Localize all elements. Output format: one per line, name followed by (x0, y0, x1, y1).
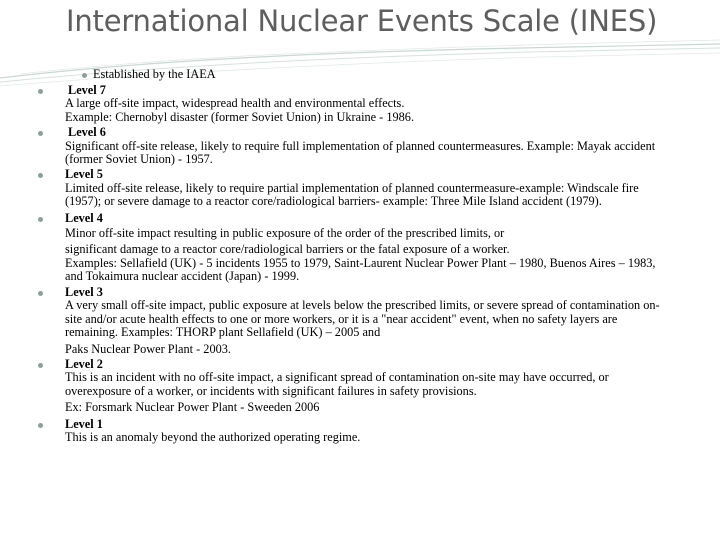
level-description: Significant off-site release, likely to require full implementation of planned countermeasures. Example: Mayak accident (former Soviet Union) - 1957. (65, 138, 656, 167)
bullet-icon (38, 363, 43, 368)
level-description: This is an incident with no off-site impact, a significant spread of contamination on-site may have occurred, or overexposure of a worker, or incidents with significant failures in safety provisions. (65, 370, 609, 398)
level-description: A very small off-site impact, public exposure at levels below the prescribed limits, or severe spread of contamination on-site and/or acute health effects to one or more workers, or it is a "near accident" event, when no safety layers are remaining. Examples: THORP plant Sellafield (UK) – 2005 and (65, 298, 660, 340)
level-heading: Level 6 (68, 125, 106, 140)
level-5-item (0, 168, 720, 208)
level-heading: Level 5 (65, 167, 103, 182)
slide-body (0, 68, 720, 444)
level-description: significant damage to a reactor core/radiological barriers or the fatal exposure of a worker. (65, 242, 510, 257)
bullet-icon (38, 217, 43, 222)
level-example: Examples: Sellafield (UK) - 5 incidents 1955 to 1979, Saint-Laurent Nuclear Power Plant – 1980, Buenos Aires – 1983, and Tokaimura nuclear accident (Japan) - 1999. (65, 256, 656, 284)
level-description: This is an anomaly beyond the authorized operating regime. (65, 429, 361, 444)
level-4-item (0, 212, 720, 284)
level-heading: Level 2 (65, 356, 103, 371)
level-heading: Level 4 (65, 210, 103, 225)
level-3-item (0, 286, 720, 356)
level-description: Limited off-site release, likely to require partial implementation of planned countermeasure-example: Windscale fire (1957); or severe damage to a reactor core/radiological barriers- example: Three Mile Island accident (1979). (65, 180, 639, 209)
bullet-icon (82, 73, 87, 78)
level-2-item (0, 358, 720, 415)
bullet-icon (38, 131, 43, 136)
level-1-item (0, 418, 720, 445)
level-example: Ex: Forsmark Nuclear Power Plant - Sweeden 2006 (65, 400, 320, 415)
intro-text: Established by the IAEA (93, 67, 216, 81)
level-example: Example: Chernobyl disaster (former Soviet Union) in Ukraine - 1986. (65, 109, 415, 124)
level-heading: Level 1 (65, 416, 103, 431)
level-description: Minor off-site impact resulting in public exposure of the order of the prescribed limits, or (65, 226, 505, 241)
slide-title: International Nuclear Events Scale (INES) (66, 4, 658, 38)
level-description: A large off-site impact, widespread health and environmental effects. (65, 96, 405, 111)
level-6-item (0, 126, 720, 166)
intro-bullet (0, 68, 720, 83)
level-example: Paks Nuclear Power Plant - 2003. (65, 341, 231, 356)
level-7-item (0, 84, 720, 124)
bullet-icon (38, 423, 43, 428)
bullet-icon (38, 173, 43, 178)
level-heading: Level 3 (65, 284, 103, 299)
bullet-icon (38, 89, 43, 94)
bullet-icon (38, 291, 43, 296)
level-heading: Level 7 (68, 83, 106, 97)
